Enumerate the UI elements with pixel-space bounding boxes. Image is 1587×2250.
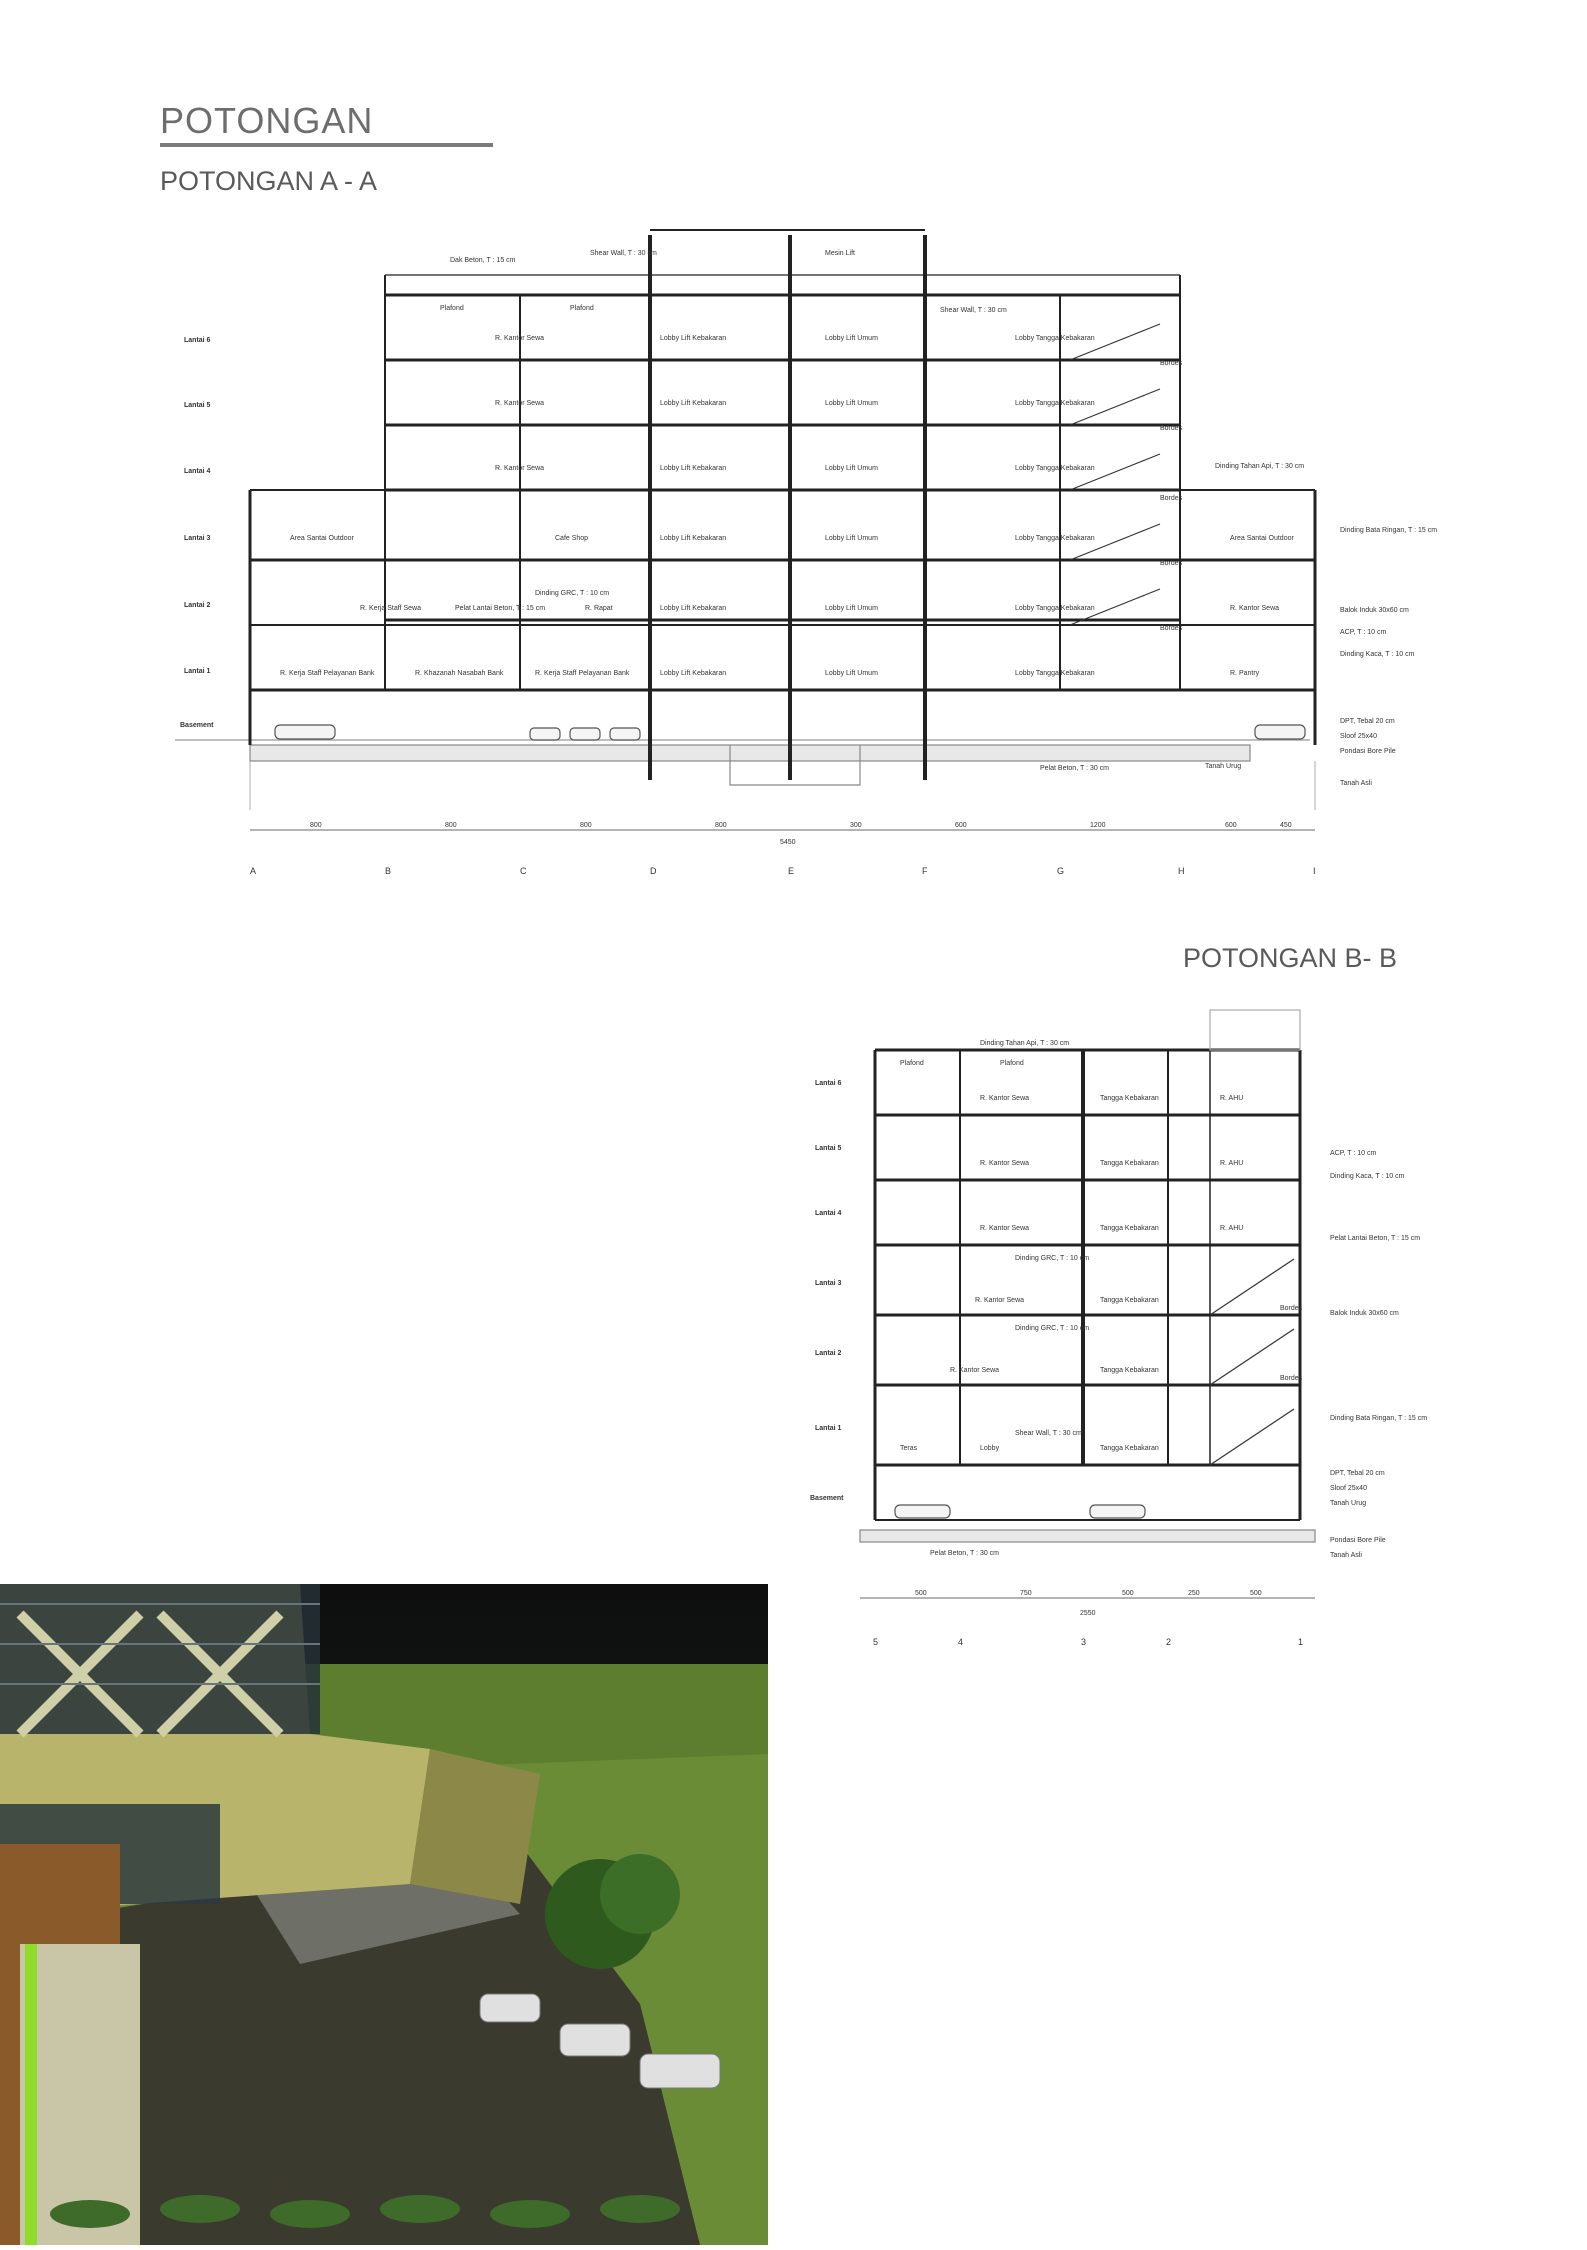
section-b-drawing xyxy=(800,990,1428,1660)
grid-label: A xyxy=(250,866,257,876)
dimension-label: 500 xyxy=(1122,1590,1134,1597)
annotation-tanah-asli: Tanah Asli xyxy=(1330,1552,1362,1559)
room-label: Lobby Tangga Kebakaran xyxy=(1015,335,1095,342)
level-label: Lantai 1 xyxy=(184,668,211,675)
dimension-label: 800 xyxy=(310,822,322,829)
room-label: Plafond xyxy=(900,1060,924,1067)
room-label: Lobby Lift Umum xyxy=(825,670,878,677)
room-label: Cafe Shop xyxy=(555,535,589,542)
annotation-shear-wall-side: Shear Wall, T : 30 cm xyxy=(940,307,1007,314)
annotation-dak-beton: Dak Beton, T : 15 cm xyxy=(450,257,516,264)
room-label: Tangga Kebakaran xyxy=(1100,1367,1159,1374)
room-label: Bordes xyxy=(1160,425,1183,432)
room-label: R. Kantor Sewa xyxy=(975,1297,1025,1304)
room-label: Lobby Tangga Kebakaran xyxy=(1015,535,1095,542)
room-label: Lobby Lift Kebakaran xyxy=(660,535,727,542)
dimension-total: 2550 xyxy=(1080,1610,1096,1617)
level-label: Lantai 2 xyxy=(815,1350,842,1357)
room-label: Bordes xyxy=(1160,495,1183,502)
annotation-acp: ACP, T : 10 cm xyxy=(1340,629,1387,636)
annotation-sloof: Sloof 25x40 xyxy=(1340,733,1377,740)
room-label: Plafond xyxy=(570,305,594,312)
room-label: R. AHU xyxy=(1220,1225,1244,1232)
grid-label: 1 xyxy=(1298,1637,1304,1647)
annotation-dinding-kaca: Dinding Kaca, T : 10 cm xyxy=(1330,1173,1405,1180)
room-label: Lobby Lift Kebakaran xyxy=(660,670,727,677)
room-label: R. Kantor Sewa xyxy=(495,335,545,342)
grid-label: I xyxy=(1313,866,1316,876)
room-label: R. Kantor Sewa xyxy=(495,400,545,407)
dimension-label: 500 xyxy=(1250,1590,1262,1597)
room-label: Tangga Kebakaran xyxy=(1100,1160,1159,1167)
room-label: Lobby Lift Umum xyxy=(825,535,878,542)
room-label: Lobby Tangga Kebakaran xyxy=(1015,670,1095,677)
room-label: Lobby Lift Umum xyxy=(825,465,878,472)
room-label: Lobby Tangga Kebakaran xyxy=(1015,465,1095,472)
annotation-pelat-beton: Pelat Beton, T : 30 cm xyxy=(1040,765,1110,772)
room-label: Lobby Lift Umum xyxy=(825,400,878,407)
room-label: Lobby Lift Kebakaran xyxy=(660,605,727,612)
annotation-tanah-asli: Tanah Asli xyxy=(1340,780,1372,787)
dimension-label: 250 xyxy=(1188,1590,1200,1597)
room-label: Lobby xyxy=(980,1445,1000,1452)
dimension-label: 800 xyxy=(445,822,457,829)
room-label: R. Pantry xyxy=(1230,670,1260,677)
dimension-total: 5450 xyxy=(780,839,796,846)
dimension-label: 600 xyxy=(1225,822,1237,829)
page-title: POTONGAN xyxy=(160,100,374,141)
section-a-drawing xyxy=(170,200,1438,900)
annotation-dpt: DPT, Tebal 20 cm xyxy=(1330,1470,1385,1477)
dimension-label: 450 xyxy=(1280,822,1292,829)
room-label: R. AHU xyxy=(1220,1160,1244,1167)
annotation-sloof: Sloof 25x40 xyxy=(1330,1485,1367,1492)
level-label: Lantai 3 xyxy=(184,535,211,542)
section-b-title: POTONGAN B- B xyxy=(1183,943,1398,973)
room-label: Tangga Kebakaran xyxy=(1100,1225,1159,1232)
room-label: R. Kantor Sewa xyxy=(495,465,545,472)
level-label: Lantai 3 xyxy=(815,1280,842,1287)
level-label: Lantai 5 xyxy=(815,1145,842,1152)
grid-label: D xyxy=(650,866,657,876)
annotation-tanah-urug: Tanah Urug xyxy=(1205,763,1242,770)
room-label: Area Santai Outdoor xyxy=(1230,535,1294,542)
room-label: R. Kantor Sewa xyxy=(950,1367,1000,1374)
dimension-label: 300 xyxy=(850,822,862,829)
room-label: Plafond xyxy=(440,305,464,312)
room-label: Dinding GRC, T : 10 cm xyxy=(1015,1325,1090,1332)
annotation-pondasi: Pondasi Bore Pile xyxy=(1330,1537,1386,1544)
annotation-shear-wall: Shear Wall, T : 30 cm xyxy=(590,250,657,257)
annotation-dinding-bata: Dinding Bata Ringan, T : 15 cm xyxy=(1330,1415,1428,1422)
dimension-label: 800 xyxy=(580,822,592,829)
room-label: Dinding GRC, T : 10 cm xyxy=(1015,1255,1090,1262)
grid-label: H xyxy=(1178,866,1185,876)
room-label: R. Rapat xyxy=(585,605,613,612)
dimension-label: 500 xyxy=(915,1590,927,1597)
level-label: Lantai 5 xyxy=(184,402,211,409)
room-label: Bordes xyxy=(1160,625,1183,632)
level-label: Lantai 2 xyxy=(184,602,211,609)
room-label: Lobby Lift Kebakaran xyxy=(660,400,727,407)
room-label: Bordes xyxy=(1280,1305,1303,1312)
room-label: Teras xyxy=(900,1445,918,1452)
dimension-label: 600 xyxy=(955,822,967,829)
room-label: Lobby Lift Umum xyxy=(825,335,878,342)
annotation-mesin-lift: Mesin Lift xyxy=(825,250,855,257)
room-label: R. Kantor Sewa xyxy=(980,1095,1030,1102)
room-label: Tangga Kebakaran xyxy=(1100,1445,1159,1452)
annotation-acp: ACP, T : 10 cm xyxy=(1330,1150,1377,1157)
room-label: R. Kerja Staff Pelayanan Bank xyxy=(280,670,375,677)
annotation-dinding-tahan-api: Dinding Tahan Api, T : 30 cm xyxy=(1215,463,1305,470)
grid-label: C xyxy=(520,866,527,876)
room-label: Shear Wall, T : 30 cm xyxy=(1015,1430,1082,1437)
grid-label: F xyxy=(922,866,928,876)
room-label: R. Kerja Staff Sewa xyxy=(360,605,421,612)
annotation-balok-induk: Balok Induk 30x60 cm xyxy=(1340,607,1409,614)
level-label: Lantai 4 xyxy=(815,1210,842,1217)
annotation-dpt: DPT, Tebal 20 cm xyxy=(1340,718,1395,725)
annotation-dinding-kaca: Dinding Kaca, T : 10 cm xyxy=(1340,651,1415,658)
section-a-title: POTONGAN A - A xyxy=(160,166,378,196)
grid-label: B xyxy=(385,866,392,876)
room-label: Area Santai Outdoor xyxy=(290,535,354,542)
level-label: Lantai 6 xyxy=(184,337,211,344)
level-label: Lantai 4 xyxy=(184,468,211,475)
room-label: Lobby Tangga Kebakaran xyxy=(1015,400,1095,407)
level-label: Basement xyxy=(180,722,214,729)
annotation-pondasi: Pondasi Bore Pile xyxy=(1340,748,1396,755)
room-label: Bordes xyxy=(1160,560,1183,567)
room-label: Bordes xyxy=(1160,360,1183,367)
room-label: Lobby Lift Kebakaran xyxy=(660,335,727,342)
room-label: Tangga Kebakaran xyxy=(1100,1095,1159,1102)
grid-label: 4 xyxy=(958,1637,964,1647)
dimension-label: 750 xyxy=(1020,1590,1032,1597)
annotation-pelat-lantai: Pelat Lantai Beton, T : 15 cm xyxy=(1330,1235,1421,1242)
grid-label: E xyxy=(788,866,795,876)
room-label: Lobby Lift Kebakaran xyxy=(660,465,727,472)
annotation-dinding-bata: Dinding Bata Ringan, T : 15 cm xyxy=(1340,527,1438,534)
dimension-label: 800 xyxy=(715,822,727,829)
room-label: R. Khazanah Nasabah Bank xyxy=(415,670,504,677)
grid-label: 2 xyxy=(1166,1637,1172,1647)
title-underline xyxy=(160,143,493,147)
grid-label: 3 xyxy=(1081,1637,1087,1647)
dimension-label: 1200 xyxy=(1090,822,1106,829)
level-label: Lantai 1 xyxy=(815,1425,842,1432)
room-label: Plafond xyxy=(1000,1060,1024,1067)
annotation-balok-induk: Balok Induk 30x60 cm xyxy=(1330,1310,1399,1317)
room-label: R. Kantor Sewa xyxy=(980,1225,1030,1232)
room-label: R. Kantor Sewa xyxy=(1230,605,1280,612)
level-label: Basement xyxy=(810,1495,844,1502)
room-label: R. Kerja Staff Pelayanan Bank xyxy=(535,670,630,677)
room-label: Pelat Lantai Beton, T : 15 cm xyxy=(455,605,546,612)
annotation-dinding-tahan-api: Dinding Tahan Api, T : 30 cm xyxy=(980,1040,1070,1047)
room-label: Tangga Kebakaran xyxy=(1100,1297,1159,1304)
room-label: R. AHU xyxy=(1220,1095,1244,1102)
grid-label: 5 xyxy=(873,1637,879,1647)
room-label: Bordes xyxy=(1280,1375,1303,1382)
room-label: Dinding GRC, T : 10 cm xyxy=(535,590,610,597)
room-label: R. Kantor Sewa xyxy=(980,1160,1030,1167)
room-label: Lobby Lift Umum xyxy=(825,605,878,612)
annotation-tanah-urug: Tanah Urug xyxy=(1330,1500,1367,1507)
room-label: Lobby Tangga Kebakaran xyxy=(1015,605,1095,612)
annotation-pelat-beton: Pelat Beton, T : 30 cm xyxy=(930,1550,1000,1557)
level-label: Lantai 6 xyxy=(815,1080,842,1087)
building-render-image xyxy=(0,1584,768,2245)
grid-label: G xyxy=(1057,866,1065,876)
